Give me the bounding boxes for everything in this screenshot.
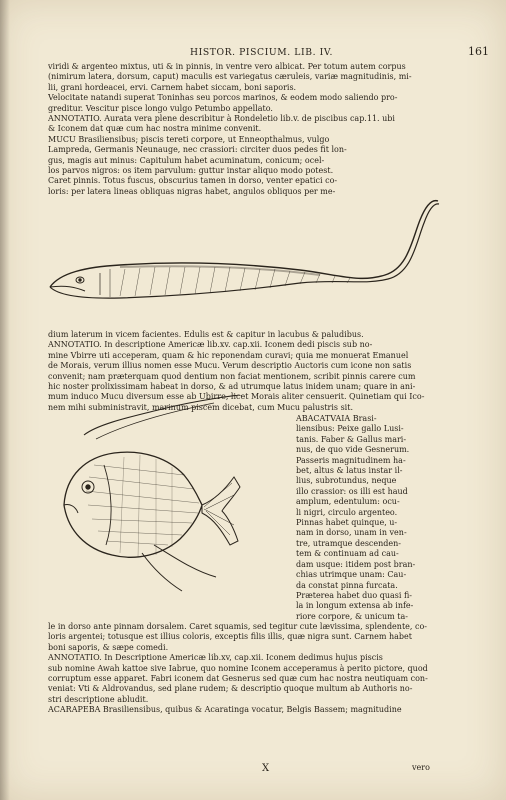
text-line: ANNOTATIO. In descriptione Americæ lib.xv. cap.xii. Iconem dedi piscis sub no- — [48, 340, 373, 350]
text-line: tem & continuam ad cau- — [296, 549, 399, 559]
text-line: convenit; nam præterquam quod dentium non faciat mentionem, scribit pinnis carere cum — [48, 371, 416, 381]
text-line: ANNOTATIO. Aurata vera plene describitur à Rondeletio lib.v. de piscibus cap.11. ubi — [48, 114, 395, 124]
text-line: sub nomine Awah kattoe sive Iabrue, quo nomine Iconem acceperamus à perito pictore, quod — [48, 663, 428, 673]
text-line: mum induco Mucu diversum esse ab Ubirre, licet Morais aliter censuerit. Quinetiam qui Ico- — [48, 392, 425, 402]
text-line: Præterea habet duo quasi fi- — [296, 590, 413, 600]
text-line: nem mihi subministravit, marinum piscem dicebat, cum Mucu palustris sit. — [48, 402, 353, 412]
text-line: nus, de quo vide Gesnerum. — [296, 445, 410, 455]
text-line: ANNOTATIO. In Descriptione Americæ lib.xv, cap.xii. Iconem dedimus hujus piscis — [48, 653, 383, 663]
text-line: de Morais, verum illius nomen esse Mucu. Verum descriptio Auctoris cum icone non satis — [48, 361, 412, 371]
text-line: li nigri, circulo argenteo. — [296, 507, 398, 517]
text-block-top — [48, 62, 428, 197]
text-line: greditur. Vescitur pisce longo vulgo Petumbo appellato. — [48, 103, 273, 113]
text-line: tre, utramque descenden- — [296, 538, 401, 548]
text-line: loris argentei; totusque est illius coloris, exceptis filis illis, quæ nigra sunt. Carnem habet — [48, 632, 412, 642]
text-line: riore corpore, & unicum ta- — [296, 611, 408, 621]
text-line: Velocitate natandi superat Toninhas seu porcos marinos, & eodem modo saliendo pro- — [48, 93, 398, 103]
text-line: loris: per latera lineas obliquas nigras habet, angulos obliquos per me- — [48, 186, 336, 196]
text-line: ABACATVAIA Brasi- — [296, 414, 377, 423]
text-line: lius, subrotundus, neque — [296, 476, 397, 486]
text-line: amplum, edentulum: ocu- — [296, 497, 400, 507]
text-line: Caret pinnis. Totus fuscus, obscurius tamen in dorso, venter epatici co- — [48, 176, 338, 186]
text-line: le in dorso ante pinnam dorsalem. Caret squamis, sed tegitur cute lævissima, splendente, co- — [48, 622, 427, 631]
text-line: ACARAPEBA Brasiliensibus, quibus & Acaratinga vocatur, Belgis Bassem; magnitudine — [48, 705, 402, 715]
text-line: Lampreda, Germanis Neunauge, nec crassiori: circiter duos pedes fit lon- — [48, 145, 347, 155]
text-line: veniat: Vti & Aldrovandus, sed plane rudem; & descriptio quoque multum ab Authoris no- — [48, 684, 413, 694]
text-line: Passeris magnitudinem ha- — [296, 455, 406, 465]
text-line: chias utrimque unam: Cau- — [296, 570, 407, 580]
fish-illustration — [44, 395, 294, 615]
text-line: corruptum esse apparet. Fabri iconem dat Gesnerus sed quæ cum hac nostra neutiquam con- — [48, 674, 428, 684]
text-line: liensibus: Peixe gallo Lusi- — [296, 424, 404, 434]
text-line: dium laterum in vicem facientes. Edulis est & capitur in lacubus & paludibus. — [48, 330, 364, 339]
signature-mark: X — [262, 763, 270, 774]
text-line: Pinnas habet quinque, u- — [296, 518, 398, 528]
text-line: los parvos nigros: os item parvulum: guttur instar aliquo modo potest. — [48, 166, 334, 176]
eel-illustration — [40, 195, 450, 325]
page-number: 161 — [468, 45, 489, 58]
text-line: & Iconem dat quæ cum hac nostra minime convenit. — [48, 124, 262, 134]
running-title: HISTOR. PISCIUM. LIB. IV. — [190, 47, 334, 58]
text-line: gus, magis aut minus: Capitulum habet acuminatum, conicum; ocel- — [48, 155, 325, 165]
page-gutter-shadow — [0, 0, 10, 800]
text-block-bottom — [48, 622, 428, 716]
text-line: illo crassior: os illi est haud — [296, 486, 408, 496]
text-line: stri descriptione abludit. — [48, 694, 149, 704]
text-line: la in longum extensa ab infe- — [296, 601, 414, 611]
text-line: nam in dorso, unam in ven- — [296, 528, 407, 538]
text-line: MUCU Brasiliensibus; piscis tereti corpore, ut Enneopthalmus, vulgo — [48, 134, 330, 144]
text-line: hic noster prolixissimam habeat in dorso, & ad utrumque latus inidem unam; quare in ani- — [48, 382, 416, 392]
text-line: mine Vbirre uti acceperam, quam & hic reponendam curavi; quia me monuerat Emanuel — [48, 350, 409, 360]
text-line: viridi & argenteo mixtus, uti & in pinnis, in ventre vero albicat. Per totum autem corpus — [48, 62, 406, 71]
text-line: (nimirum latera, dorsum, caput) maculis est variegatus cæruleis, variæ magnitudinis, mi- — [48, 72, 412, 82]
text-line: bet, altus & latus instar il- — [296, 466, 403, 476]
text-line: lii, grani hordeacei, ervi. Carnem habet siccam, boni saporis. — [48, 82, 297, 92]
text-line: da constat pinna furcata. — [296, 580, 398, 590]
text-line: boni saporis, & sæpe comedi. — [48, 642, 169, 652]
text-line: tanis. Faber & Gallus mari- — [296, 434, 407, 444]
text-line: dam usque: itidem post bran- — [296, 559, 416, 569]
side-column-text — [296, 414, 428, 622]
catchword: vero — [412, 763, 430, 772]
